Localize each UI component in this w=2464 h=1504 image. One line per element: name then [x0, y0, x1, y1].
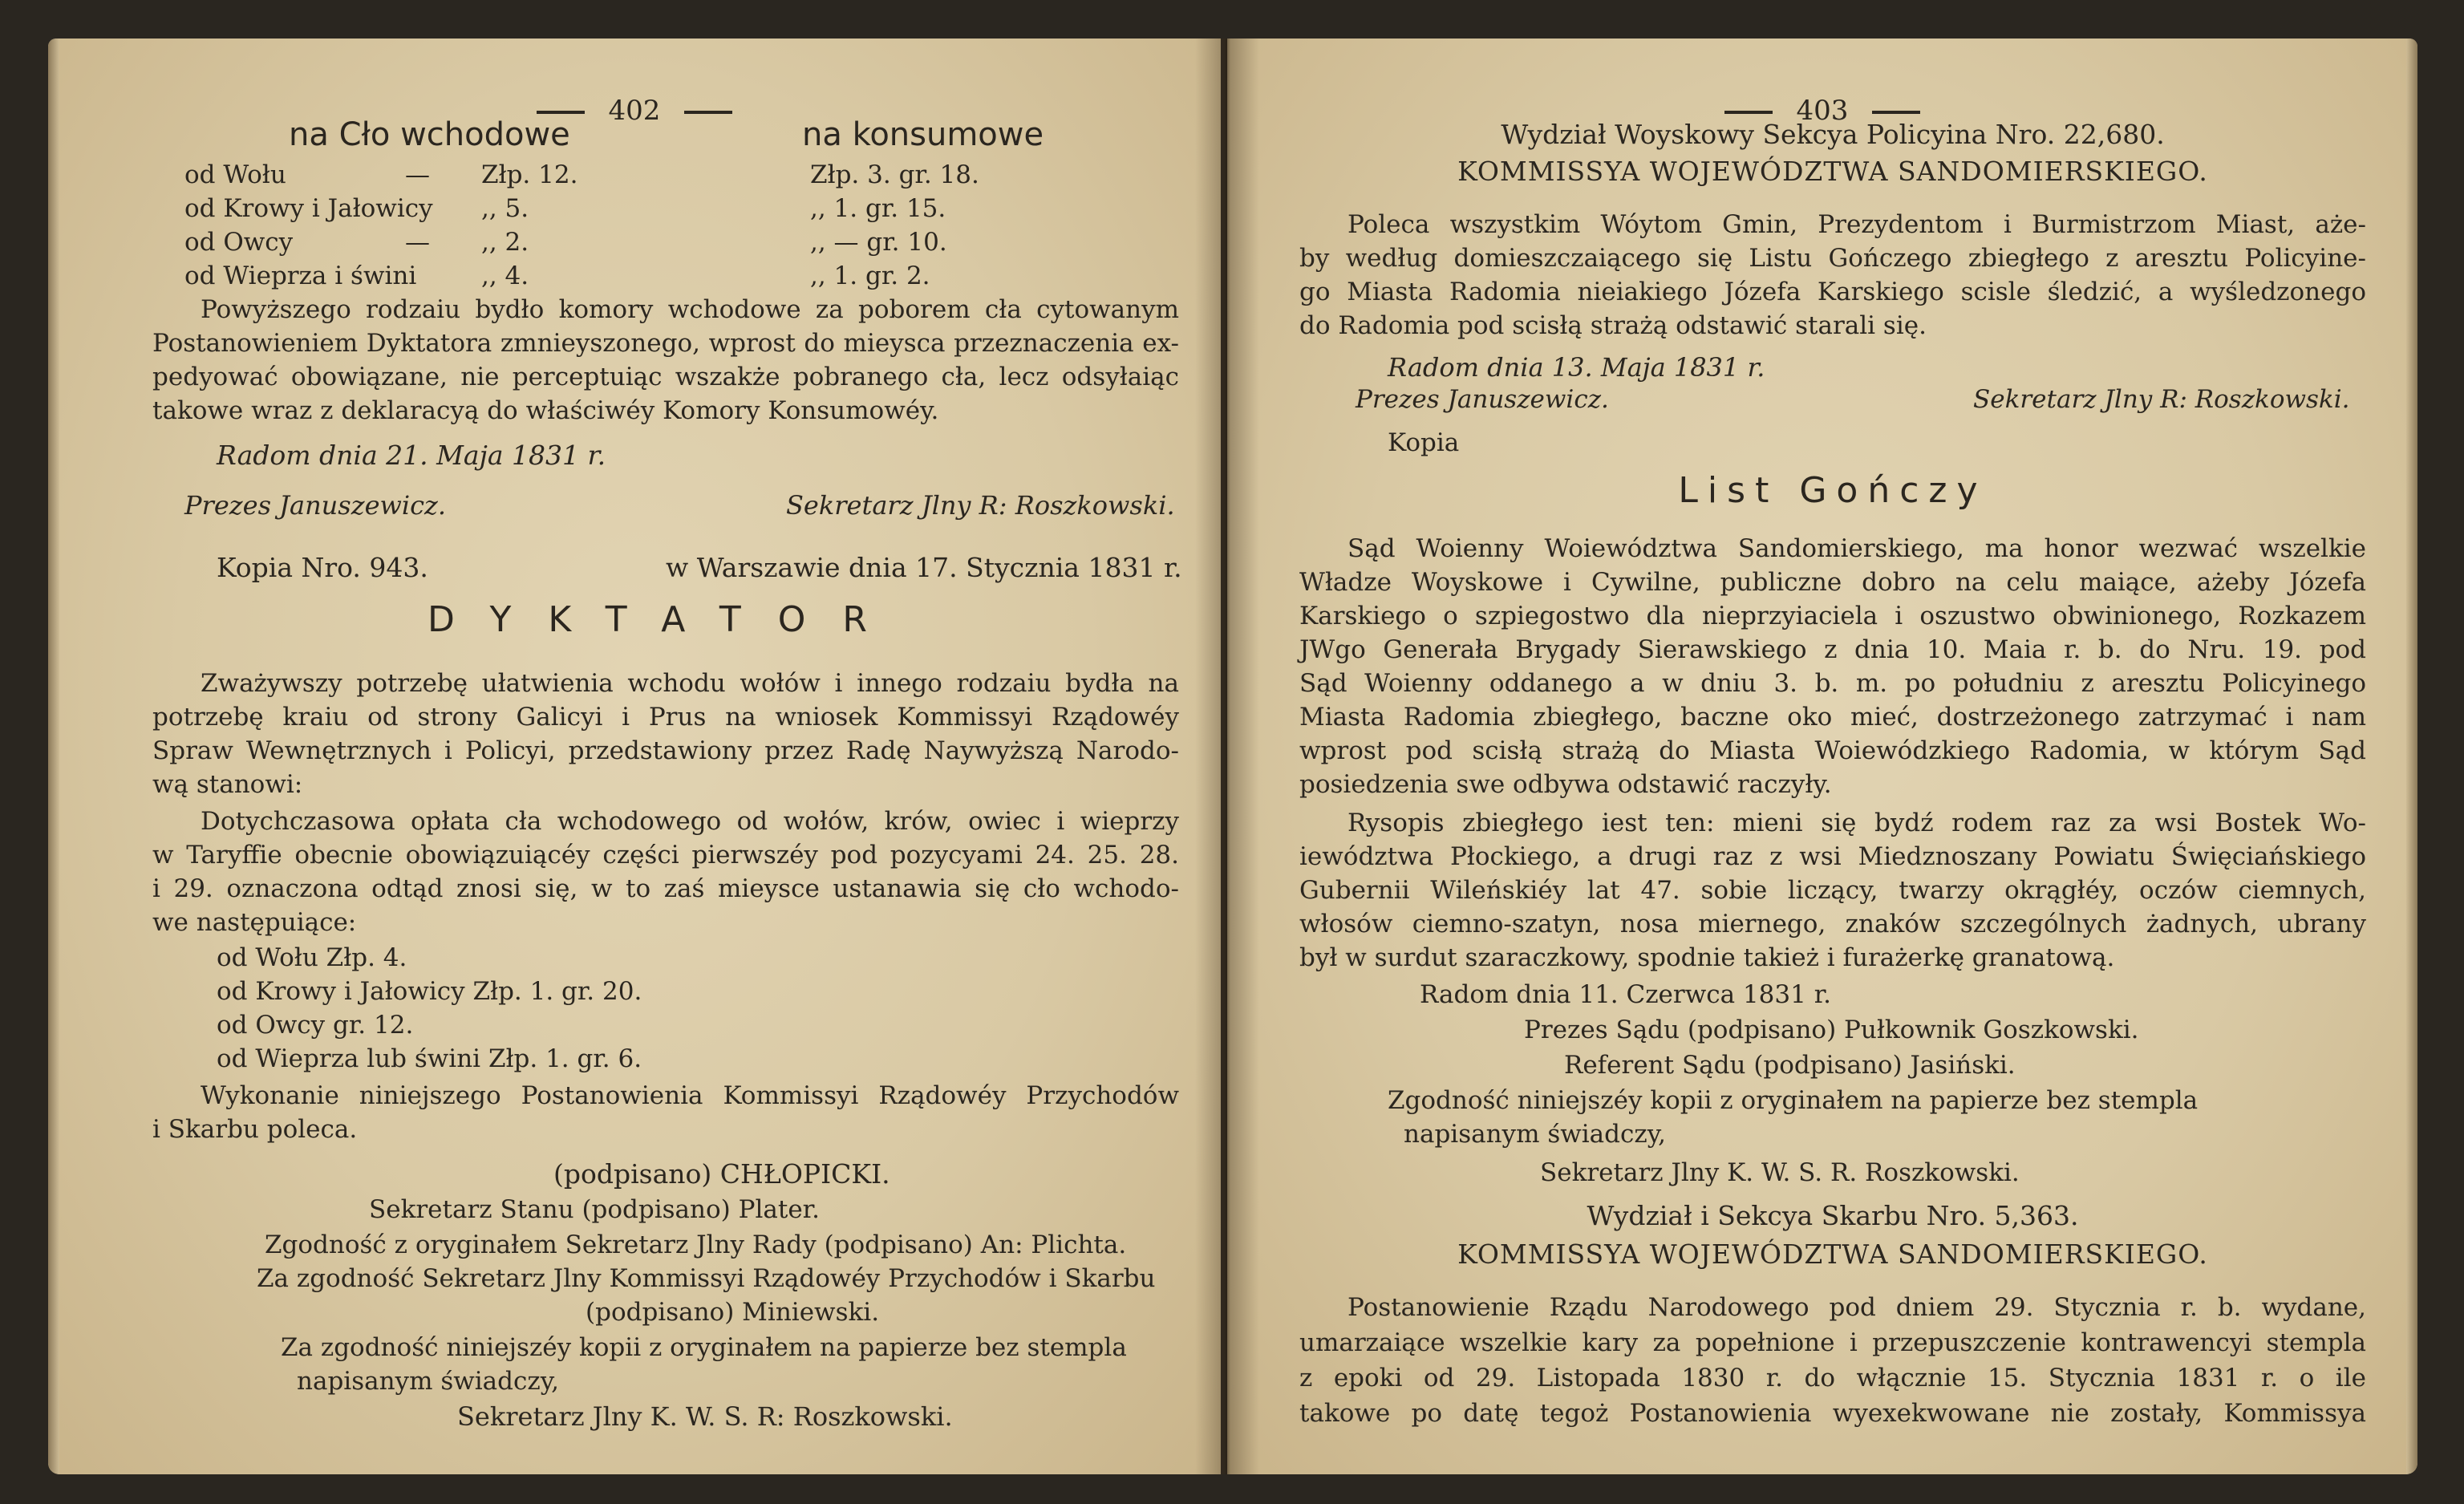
kommissya-heading: KOMMISSYA WOJEWÓDZTWA SANDOMIERSKIEGO. — [1457, 156, 2208, 187]
left-page — [48, 39, 1221, 1474]
paragraph-line: Gubernii Wileńskiéy lat 47. sobie liczący, twarzy okrągłéy, oczów ciemnych, — [1299, 876, 2366, 905]
rate-col1: ,, 4. — [481, 261, 529, 290]
rates-col1-header: na Cło wchodowe — [289, 116, 570, 153]
rate-col1: ,, 5. — [481, 194, 529, 223]
new-rate-line: od Wołu Złp. 4. — [217, 943, 407, 972]
zgodnosc-line: Zgodność niniejszéy kopii z oryginałem na papierze bez stempla — [1388, 1086, 2199, 1115]
sekretarz-signature: Sekretarz Jlny K. W. S. R. Roszkowski. — [1540, 1158, 2020, 1187]
paragraph-line: Postanowienie Rządu Narodowego pod dniem 29. Stycznia r. b. wydane, — [1348, 1293, 2366, 1322]
footer-signature: Sekretarz Jlny K. W. S. R: Roszkowski. — [457, 1401, 953, 1432]
paragraph-line: i Skarbu poleca. — [152, 1115, 358, 1144]
rate-sep: — — [405, 228, 430, 257]
paragraph-line: wprost pod scisłą strażą do Miasta Woiewódzkiego Radomia, w którym Sąd — [1299, 736, 2366, 765]
paragraph-line: Sąd Woienny Woiewództwa Sandomierskiego, ma honor wezwać wszelkie — [1348, 534, 2366, 563]
new-rate-line: od Krowy i Jałowicy Złp. 1. gr. 20. — [217, 977, 642, 1006]
paragraph-line: takowe wraz z deklaracyą do właściwéy Komory Konsumowéy. — [152, 396, 939, 425]
kopia-label: Kopia — [1388, 428, 1460, 457]
left-page-content — [152, 39, 1182, 1474]
new-rate-line: od Owcy gr. 12. — [217, 1011, 414, 1040]
zgodnosc-line: (podpisano) Miniewski. — [586, 1298, 880, 1327]
kommissya-heading: KOMMISSYA WOJEWÓDZTWA SANDOMIERSKIEGO. — [1457, 1238, 2208, 1270]
paragraph-line: wą stanowi: — [152, 770, 303, 799]
paragraph-line: potrzebę kraiu od strony Galicyi i Prus na wniosek Kommissyi Rządowéy — [152, 703, 1179, 732]
rate-sep: — — [405, 160, 430, 189]
zgodnosc-line: napisanym świadczy, — [297, 1367, 559, 1396]
paragraph-line: go Miasta Radomia nieiakiego Józefa Karskiego scisle śledzić, a wyśledzonego — [1299, 278, 2366, 306]
book-gutter — [1195, 39, 1259, 1474]
rate-item: od Wieprza i świni — [184, 261, 417, 290]
sekretarz-stanu: Sekretarz Stanu (podpisano) Plater. — [369, 1195, 820, 1224]
sekretarz-signature: Sekretarz Jlny R: Roszkowski. — [1973, 385, 2350, 414]
wydzial-heading: Wydział i Sekcya Skarbu Nro. 5,363. — [1587, 1200, 2079, 1231]
paragraph-line: Wykonanie niniejszego Postanowienia Kommissyi Rządowéy Przychodów — [201, 1081, 1179, 1110]
paragraph-line: Karskiego o szpiegostwo dla nieprzyiaciela i oszustwo obwinionego, Rozkazem — [1299, 602, 2366, 630]
paragraph-line: włosów ciemno-szatyn, nosa miernego, znaków szczególnych żadnych, ubrany — [1299, 910, 2366, 938]
right-page — [1227, 39, 2417, 1474]
prezes-signature: Prezes Januszewicz. — [184, 490, 447, 521]
paragraph-line: we następuiące: — [152, 908, 357, 937]
paragraph-line: posiedzenia swe odbywa odstawić raczyły. — [1299, 770, 1832, 799]
chlopicki-signature: (podpisano) CHŁOPICKI. — [553, 1158, 890, 1190]
paragraph-line: Władze Woyskowe i Cywilne, publiczne dobro na celu maiące, ażeby Józefa — [1299, 568, 2366, 597]
rate-col2: ,, 1. gr. 15. — [810, 194, 946, 223]
paragraph-line: Poleca wszystkim Wóytom Gmin, Prezydentom i Burmistrzom Miast, aże- — [1348, 210, 2366, 239]
prezes-signature: Prezes Januszewicz. — [1356, 385, 1609, 414]
list-gonczy-heading: List Gończy — [1678, 470, 1988, 511]
page-number-text: 402 — [608, 95, 661, 127]
warszawa-date: w Warszawie dnia 17. Stycznia 1831 r. — [666, 552, 1182, 583]
paragraph-line: takowe po datę tegoż Postanowienia wyexekwowane nie zostały, Kommissya — [1299, 1399, 2366, 1428]
paragraph-line: pedyować obowiązane, nie perceptuiąc wszakże pobranego cła, lecz odsyłaiąc — [152, 363, 1179, 391]
rate-col2: ,, 1. gr. 2. — [810, 261, 930, 290]
date-line: Radom dnia 13. Maja 1831 r. — [1388, 352, 1765, 383]
referent-signature: Referent Sądu (podpisano) Jasiński. — [1564, 1051, 2016, 1080]
paragraph-line: Postanowieniem Dyktatora zmnieyszonego, wprost do mieysca przeznaczenia ex- — [152, 329, 1179, 358]
prezes-sadu-signature: Prezes Sądu (podpisano) Pułkownik Goszkowski. — [1524, 1016, 2139, 1044]
dyktator-heading: DYKTATOR — [427, 599, 904, 640]
date-line: Radom dnia 11. Czerwca 1831 r. — [1420, 980, 1831, 1009]
paragraph-line: Powyższego rodzaiu bydło komory wchodowe za poborem cła cytowanym — [201, 295, 1179, 324]
paragraph-line: Sąd Woienny oddanego a w dniu 3. b. m. po południu z aresztu Policyinego — [1299, 669, 2366, 698]
paragraph-line: i 29. oznaczona odtąd znosi się, w to zaś mieysce ustanawia się cło wchodo- — [152, 874, 1179, 903]
paragraph-line: z epoki od 29. Listopada 1830 r. do włącznie 15. Stycznia 1831 r. o ile — [1299, 1364, 2366, 1393]
paragraph-line: był w surdut szaraczkowy, spodnie takież i furażerkę granatową. — [1299, 943, 2115, 972]
rate-item: od Krowy i Jałowicy — [184, 194, 433, 223]
right-page-edge — [2406, 39, 2417, 1474]
zgodnosc-line: Za zgodność niniejszéy kopii z oryginałem na papierze bez stempla — [281, 1333, 1127, 1362]
page-number-text: 403 — [1796, 95, 1849, 127]
date-line: Radom dnia 21. Maja 1831 r. — [217, 440, 606, 471]
zgodnosc-line: Za zgodność Sekretarz Jlny Kommissyi Rządowéy Przychodów i Skarbu — [257, 1264, 1156, 1293]
paragraph-line: umarzaiące wszelkie kary za popełnione i przepuszczenie kontrawencyi stempla — [1299, 1328, 2366, 1357]
paragraph-line: Zważywszy potrzebę ułatwienia wchodu wołów i innego rodzaiu bydła na — [201, 669, 1179, 698]
right-page-content — [1299, 39, 2366, 1474]
paragraph-line: do Radomia pod scisłą strażą odstawić starali się. — [1299, 311, 1927, 340]
rate-col2: Złp. 3. gr. 18. — [810, 160, 979, 189]
paragraph-line: Rysopis zbiegłego iest ten: mieni się bydź rodem raz za wsi Bostek Wo- — [1348, 809, 2366, 837]
rate-col2: ,, — gr. 10. — [810, 228, 947, 257]
wydzial-heading: Wydział Woyskowy Sekcya Policyina Nro. 22,680. — [1501, 119, 2165, 150]
paragraph-line: iewództwa Płockiego, a drugi raz z wsi Miedznoszany Powiatu Święciańskiego — [1299, 842, 2366, 871]
left-page-edge — [48, 39, 59, 1474]
rate-col1: ,, 2. — [481, 228, 529, 257]
paragraph-line: by według domieszczaiącego się Listu Gończego zbiegłego z aresztu Policyine- — [1299, 244, 2366, 273]
kopia-number: Kopia Nro. 943. — [217, 552, 428, 583]
sekretarz-signature: Sekretarz Jlny R: Roszkowski. — [786, 490, 1175, 521]
paragraph-line: Miasta Radomia zbiegłego, baczne oko mieć, dostrzeżonego zatrzymać i nam — [1299, 703, 2366, 732]
rate-item: od Owcy — [184, 228, 294, 257]
paragraph-line: Dotychczasowa opłata cła wchodowego od wołów, krów, owiec i wieprzy — [201, 807, 1179, 836]
rate-item: od Wołu — [184, 160, 286, 189]
paragraph-line: JWgo Generała Brygady Sierawskiego z dnia 10. Maia r. b. do Nru. 19. pod — [1299, 635, 2366, 664]
rates-col2-header: na konsumowe — [802, 116, 1044, 153]
paragraph-line: w Taryffie obecnie obowiązuiącéy części pierwszéy pod pozycyami 24. 25. 28. — [152, 841, 1179, 870]
new-rate-line: od Wieprza lub świni Złp. 1. gr. 6. — [217, 1044, 642, 1073]
paragraph-line: Spraw Wewnętrznych i Policyi, przedstawiony przez Radę Naywyższą Narodo- — [152, 736, 1179, 765]
zgodnosc-line: Zgodność z oryginałem Sekretarz Jlny Rady (podpisano) An: Plichta. — [265, 1230, 1127, 1259]
zgodnosc-line: napisanym świadczy, — [1404, 1120, 1666, 1149]
rate-col1: Złp. 12. — [481, 160, 578, 189]
